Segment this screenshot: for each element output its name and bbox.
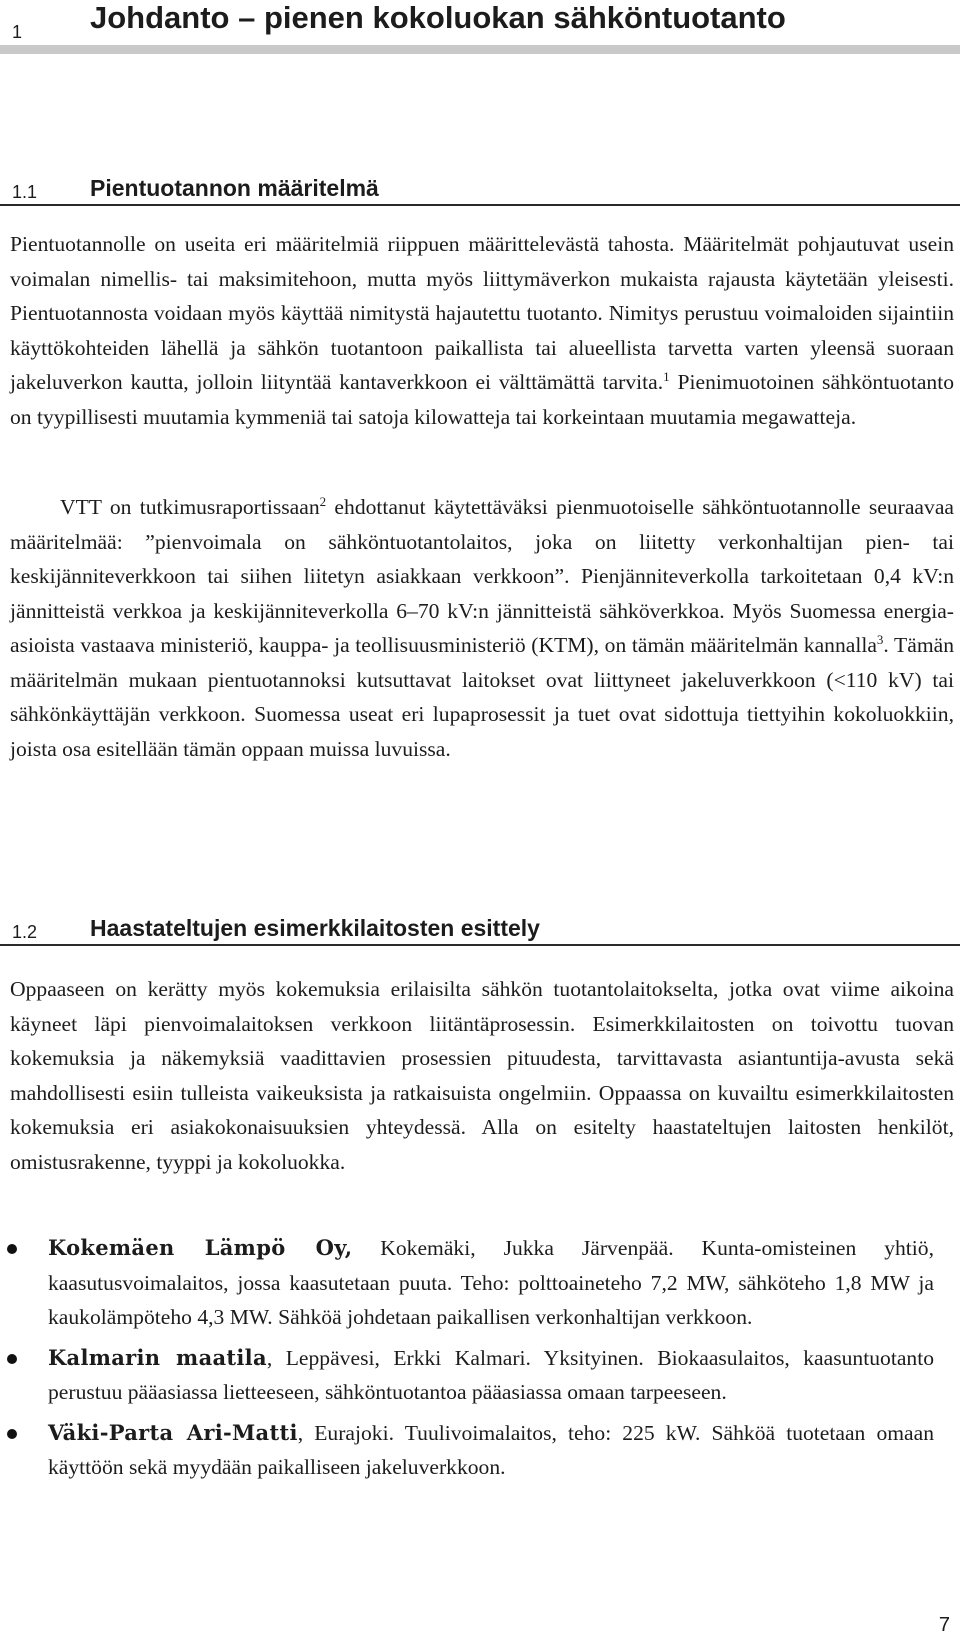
section-title: Haastateltujen esimerkkilaitosten esittely [90,915,540,941]
chapter-number: 1 [12,22,23,42]
paragraph-text: Pienimuotoinen sähköntuotanto on tyypillisesti muutamia kymmeniä tai satoja kilowatteja tai korkeintaan muutamia megawatteja. [10,370,954,429]
paragraph-text: Oppaaseen on kerätty myös kokemuksia erilaisilta sähkön tuotantolaitokselta, jotka ovat viime aikoina käyneet läpi pienvoimalaitoksen verkkoon liitäntäprosessin. Esimerkkilaitosten on toivottu tuovan kokemuksia ja näkemyksiä vaadittavien prosessien pituudesta, tarvittavasta asiantuntija-avusta sekä mahdollisesti esiin tulleista vaikeuksista ja ratkaisuista ongelmiin. Oppaassa on kuvailtu esimerkkilaitosten kokemuksia eri asiakokonaisuuksien yhteydessä. Alla on esitelty haastateltujen laitosten henkilöt, omistusrakenne, tyyppi ja kokoluokka. [10,977,954,1174]
paragraph-text: . Tämän määritelmän mukaan pientuotannoksi kutsuttavat laitokset ovat liittyneet jakeluverkkoon (<110 kV) tai sähkönkäyttäjän verkkoon. Suomessa useat eri lupaprosessit ja tuet ovat sidottuja tiettyihin kokoluokkiin, joista osa esitellään tämän oppaan muissa luvuissa. [10,633,955,761]
section-number: 1.2 [12,922,38,942]
footnote-ref-1: 1 [663,368,670,384]
plant-name: Väki-Parta Ari-Matti [48,1419,298,1445]
section-heading-1-2 [0,912,960,946]
footnote-ref-3: 3 [876,631,884,647]
section-title: Pientuotannon määritelmä [90,175,379,201]
paragraph-definition [10,227,954,434]
paragraph-text: Pientuotannolle on useita eri määritelmiä riippuen määrittelevästä tahosta. Määritelmät pohjautuvat usein voimalan nimellis- tai maksimitehoon, mutta myös liittymäverkon mukaista rajausta käytetään yleisesti. Pientuotannosta voidaan myös käyttää nimitystä hajautettu tuotanto. Nimitys perustuu voimaloiden sijaintiin käyttökohteiden lähellä ja sähkön tuotantoon paikallista tai alueellista tarvetta varten yleensä suoraan jakeluverkon kautta, jolloin liityntää kantaverkkoon ei välttämättä tarvita. [10,232,954,394]
plant-description: Kokemäki, Jukka Järvenpää. Kunta-omisteinen yhtiö, kaasutusvoimalaitos, jossa kaasutetaan puuta. Teho: polttoaineteho 7,2 MW, sähköteho 1,8 MW ja kaukolämpöteho 4,3 MW. Sähköä johdetaan paikallisen verkonhaltijan verkkoon. [48,1236,934,1329]
plant-description: , Leppävesi, Erkki Kalmari. Yksityinen. Biokaasulaitos, kaasuntuotanto perustuu pääasiassa lietteeseen, sähköntuotantoa pääasiassa omaan tarpeeseen. [48,1345,934,1404]
footnote-ref-2: 2 [319,493,327,509]
page-number: 7 [938,1614,950,1636]
bullet-icon [7,1244,17,1254]
bullet-icon [7,1354,17,1364]
paragraph-examples-intro [10,972,954,1179]
chapter-title: Johdanto – pienen kokoluokan sähköntuotanto [90,0,786,35]
list-item [0,1416,960,1485]
chapter-heading [0,0,960,54]
bullet-icon [7,1429,17,1439]
plant-description: , Eurajoki. Tuulivoimalaitos, teho: 225 kW. Sähköä tuotetaan omaan käyttöön sekä myydään paikalliseen jakeluverkkoon. [48,1420,935,1479]
section-heading-1-1 [0,172,960,206]
list-item [0,1341,960,1410]
paragraph-text: ehdottanut käytettäväksi pienmuotoiselle sähköntuotannolle seuraavaa määritelmää: ”pienvoimala on sähköntuotantolaitos, joka on liitetty verkonhaltijan pien- tai keskijänniteverkkoon tai siihen liitetyn asiakkaan verkkoon”. Pienjänniteverkolla tarkoitetaan 0,4 kV:n jännitteistä verkkoa ja keskijänniteverkolla 6–70 kV:n jännitteistä sähköverkkoa. Myös Suomessa energia-asioista vastaava ministeriö, kauppa- ja teollisuusministeriö (KTM), on tämän määritelmän kannalla [10,495,954,657]
paragraph-vtt-definition [10,490,954,766]
plant-name: Kalmarin maatila [48,1344,267,1370]
plant-name: Kokemäen Lämpö Oy, [48,1235,353,1260]
section-number: 1.1 [12,182,38,202]
example-plants-list [0,1231,960,1491]
paragraph-text: VTT on tutkimusraportissaan [60,495,320,519]
list-item [0,1231,960,1335]
